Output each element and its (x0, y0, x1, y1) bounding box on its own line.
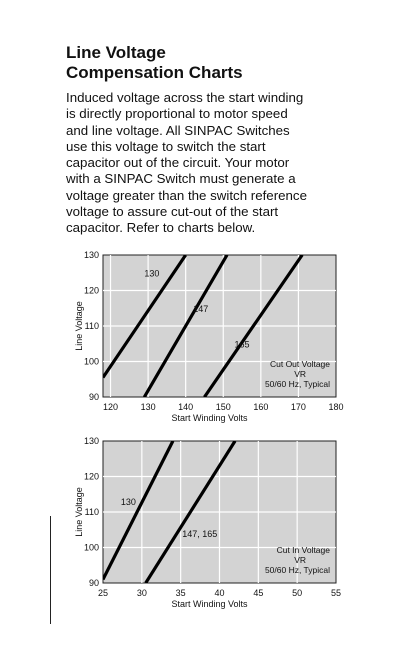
intro-paragraph (66, 90, 351, 237)
cut-in-voltage-chart (0, 432, 405, 642)
intro-line: Induced voltage across the start winding (66, 90, 304, 105)
x-tick-label: 150 (215, 402, 231, 412)
y-tick-label: 130 (83, 436, 99, 446)
x-tick-label: 55 (330, 588, 342, 598)
y-tick-label: 100 (83, 356, 99, 367)
y-tick-label: 90 (88, 578, 99, 588)
chart-annotation: Cut Out Voltage (269, 359, 330, 369)
y-tick-label: 110 (84, 507, 99, 517)
x-tick-label: 120 (103, 402, 119, 412)
chart-annotation: 50/60 Hz, Typical (264, 379, 330, 389)
x-tick-label: 25 (97, 588, 109, 598)
series-label: 147 (193, 303, 209, 314)
x-tick-label: 45 (253, 588, 264, 598)
series-label: 165 (234, 339, 250, 350)
series-label: 130 (120, 496, 136, 507)
y-tick-label: 130 (83, 250, 99, 260)
y-tick-label: 100 (83, 542, 99, 553)
y-axis-label: Line Voltage (74, 301, 84, 351)
cut-out-voltage-chart (0, 246, 405, 456)
intro-line: voltage greater than the switch reference (66, 187, 307, 203)
x-tick-label: 130 (140, 402, 156, 412)
x-tick-label: 160 (253, 402, 269, 412)
intro-line: capacitor. Refer to charts below. (66, 220, 256, 236)
x-axis-label: Start Winding Volts (171, 599, 248, 609)
chart-annotation: VR (294, 369, 306, 379)
x-tick-label: 170 (290, 402, 306, 412)
title-line: Compensation Charts (66, 63, 243, 82)
chart-annotation: 50/60 Hz, Typical (264, 565, 330, 575)
chart-annotation: Cut In Voltage (276, 545, 330, 555)
y-tick-label: 120 (83, 471, 99, 482)
y-axis-label: Line Voltage (74, 487, 84, 537)
x-tick-label: 35 (175, 588, 186, 598)
series-label: 147, 165 (182, 528, 218, 539)
intro-line: voltage to assure cut-out of the start (66, 204, 279, 220)
intro-line: and line voltage. All SINPAC Switches (66, 122, 290, 138)
intro-line: with a SINPAC Switch must generate a (66, 171, 296, 187)
title-line: Line Voltage (66, 43, 166, 62)
intro-line: is directly proportional to motor speed (66, 106, 288, 122)
x-tick-label: 140 (178, 402, 194, 412)
margin-rule (50, 516, 51, 624)
y-tick-label: 90 (88, 392, 99, 402)
x-axis-label: Start Winding Volts (171, 413, 248, 423)
page-title (66, 43, 366, 83)
series-label: 130 (144, 268, 160, 279)
chart-annotation: VR (294, 555, 306, 565)
x-tick-label: 30 (136, 588, 147, 598)
intro-line: capacitor out of the circuit. Your motor (66, 155, 290, 171)
y-tick-label: 120 (83, 285, 99, 296)
x-tick-label: 50 (292, 588, 303, 598)
x-tick-label: 180 (328, 402, 344, 412)
y-tick-label: 110 (84, 321, 99, 331)
intro-line: use this voltage to switch the start (66, 138, 266, 154)
x-tick-label: 40 (214, 588, 225, 598)
